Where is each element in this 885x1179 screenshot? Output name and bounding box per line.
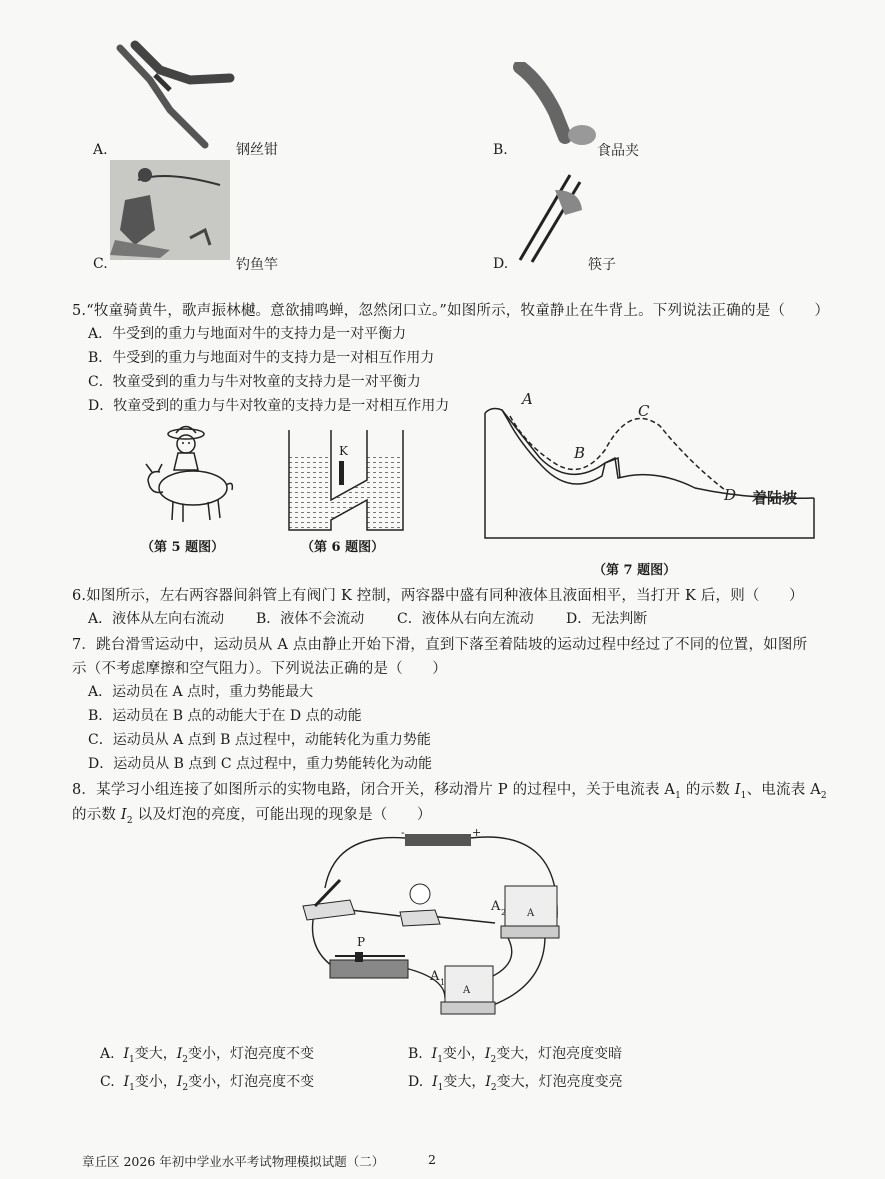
switch [303, 900, 355, 920]
ammeter-a2 [505, 886, 557, 926]
fig7-caption: （第 7 题图） [593, 563, 677, 578]
q8-sub-2b: 2 [126, 815, 133, 826]
ammeter-a1 [445, 966, 493, 1002]
rheostat [330, 960, 408, 978]
q7-option-b: B．运动员在 B 点的动能大于在 D 点的动能 [88, 708, 362, 724]
q7-option-c: C．运动员从 A 点到 B 点过程中，动能转化为重力势能 [88, 732, 431, 748]
q8-option-d: D. $I_1$变大，$I_2$变大，灯泡亮度变亮 [408, 1074, 623, 1093]
bulb-base [400, 910, 440, 926]
fig5-cowboy-ox [138, 420, 236, 528]
option-a-label: 钢丝钳 [236, 142, 278, 158]
q8-stem-line2 [72, 803, 432, 826]
fig6-caption: （第 6 题图） [301, 540, 385, 555]
pliers-image [110, 40, 240, 150]
slider-label: P [357, 935, 366, 949]
battery-minus: - [401, 828, 405, 839]
fig6-containers [283, 425, 405, 535]
bulb [410, 884, 430, 904]
q8-sub-1b: 1 [740, 790, 747, 801]
q8-option-b: B. $I_1$变小，$I_2$变大，灯泡亮度变暗 [408, 1046, 623, 1065]
q8-stem-part-a: 8．某学习小组连接了如图所示的实物电路，闭合开关，移动滑片 P 的过程中，关于电流表 A [72, 782, 676, 798]
q6-stem: 6.如图所示，左右两容器间斜管上有阀门 K 控制，两容器中盛有同种液体且液面相平，当打开 K 后，则（ ） [72, 588, 804, 604]
q6-option-b: B．液体不会流动 [256, 611, 365, 627]
fig7-ski-jump [480, 388, 820, 558]
q8-i2-symbol: I [120, 807, 127, 823]
q8-stem-line1 [72, 778, 827, 801]
q5-option-d: D．牧童受到的重力与牛对牧童的支持力是一对相互作用力 [88, 398, 450, 414]
q8-stem2-part-a: 的示数 [72, 807, 121, 823]
q7-stem-line2: 示（不考虑摩擦和空气阻力）。下列说法正确的是（ ） [72, 661, 447, 677]
q5-stem: 5.“牧童骑黄牛，歌声振林樾。意欲捕鸣蝉，忽然闭口立。”如图所示，牧童静止在牛背上。下列说法正确的是（ ） [72, 303, 830, 319]
q8-stem-part-b: 的示数 [681, 782, 735, 798]
q8-option-a: A. $I_1$变大，$I_2$变小，灯泡亮度不变 [100, 1046, 314, 1065]
q8-stem2-part-b: 以及灯泡的亮度，可能出现的现象是（ ） [132, 807, 432, 823]
option-b-letter: B. [493, 142, 508, 158]
ammeter-a1-face: A [463, 985, 471, 996]
footer-title: 章丘区 2026 年初中学业水平考试物理模拟试题（二） [82, 1154, 385, 1169]
option-c-letter: C. [93, 256, 108, 272]
q7-option-a: A．运动员在 A 点时，重力势能最大 [88, 684, 314, 700]
fig7-point-b: B [574, 444, 586, 462]
battery [405, 834, 471, 846]
slider-p [355, 952, 363, 962]
q8-sub-1: 1 [675, 790, 682, 801]
food-tongs-image [510, 62, 600, 152]
fig7-point-c: C [638, 402, 650, 420]
ammeter-a2-sub: 2 [501, 908, 507, 917]
option-b-label: 食品夹 [597, 143, 639, 159]
ammeter-a2-label: A [491, 899, 501, 914]
q5-option-c: C．牧童受到的重力与牛对牧童的支持力是一对平衡力 [88, 374, 421, 390]
ammeter-a1-sub: 1 [440, 978, 446, 987]
q6-option-d: D．无法判断 [566, 611, 648, 627]
battery-plus: + [472, 828, 482, 839]
fig6-valve-label: K [339, 444, 348, 458]
fishing-rod-image [110, 160, 230, 260]
q5-option-a: A．牛受到的重力与地面对牛的支持力是一对平衡力 [88, 326, 407, 342]
option-c-label: 钓鱼竿 [236, 257, 278, 273]
q6-option-c: C．液体从右向左流动 [397, 611, 534, 627]
option-d-letter: D. [493, 256, 509, 272]
fig8-circuit [295, 828, 577, 1028]
q8-sub-2: 2 [820, 790, 827, 801]
fig7-point-d: D [724, 486, 737, 504]
q6-option-a: A．液体从左向右流动 [88, 611, 225, 627]
chopsticks-image [510, 170, 590, 265]
ammeter-a2-face: A [527, 908, 535, 919]
q8-stem-part-c: 、电流表 A [746, 782, 821, 798]
q8-i-symbol: I [734, 782, 741, 798]
page-number: 2 [428, 1152, 436, 1167]
option-d-label: 筷子 [588, 257, 616, 273]
fig7-slope-label: 着陆坡 [752, 489, 798, 507]
q5-option-b: B．牛受到的重力与地面对牛的支持力是一对相互作用力 [88, 350, 435, 366]
fig7-point-a: A [522, 390, 533, 408]
ammeter-a1-label: A [430, 969, 440, 984]
option-a-letter: A. [93, 142, 108, 158]
fig5-caption: （第 5 题图） [141, 540, 225, 555]
q7-option-d: D．运动员从 B 点到 C 点过程中，重力势能转化为动能 [88, 756, 433, 772]
q7-stem-line1: 7．跳台滑雪运动中，运动员从 A 点由静止开始下滑，直到下落至着陆坡的运动过程中经过了不同的位置，如图所 [72, 637, 808, 653]
q8-option-c: C. $I_1$变小，$I_2$变小，灯泡亮度不变 [100, 1074, 315, 1093]
